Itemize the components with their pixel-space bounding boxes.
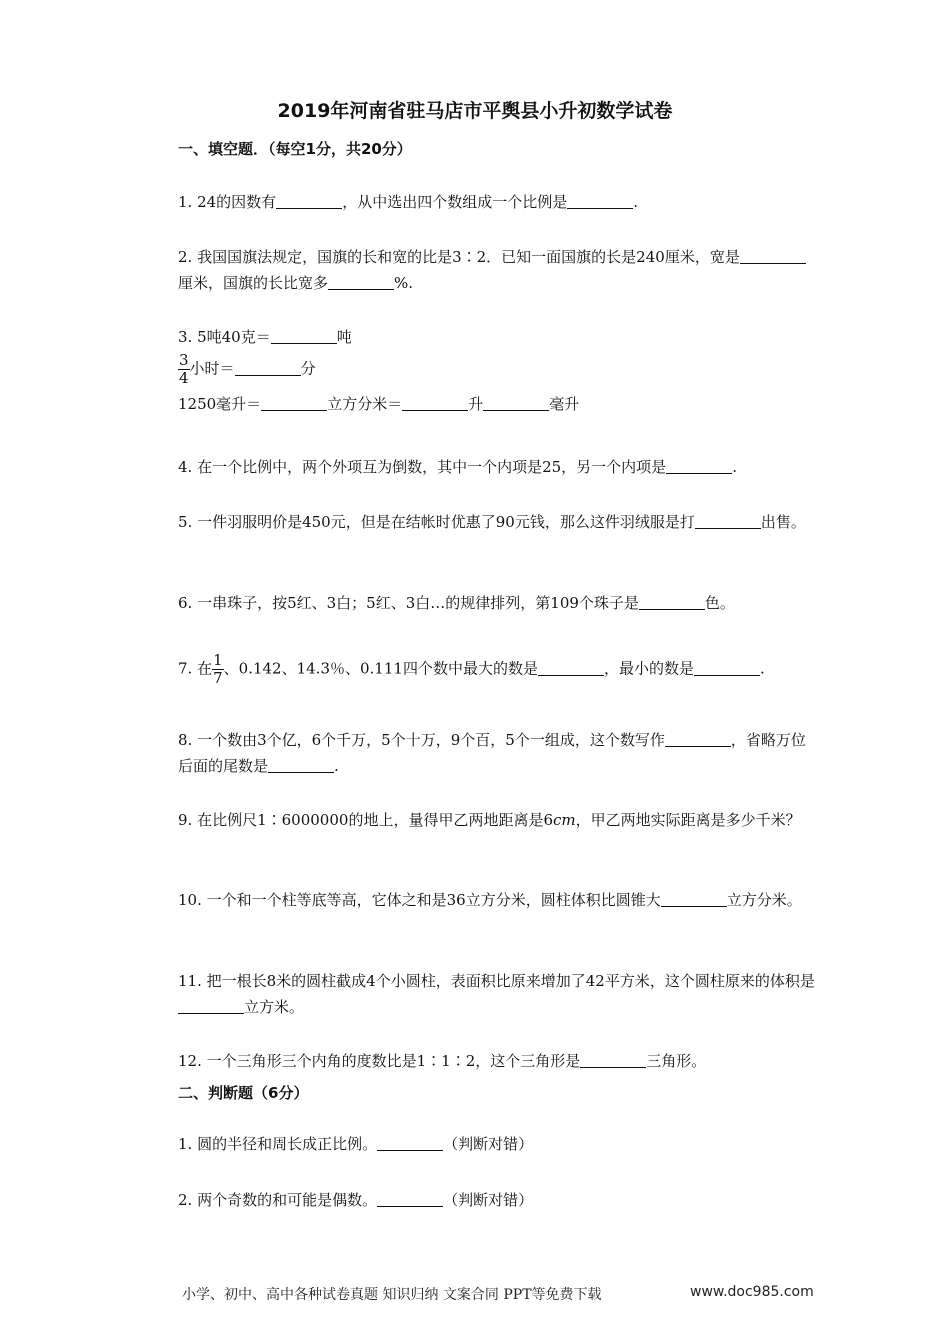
- question-3-line-2: [178, 352, 818, 387]
- question-text: 、0.142、14.3％、0.111四个数中最大的数是: [223, 659, 538, 678]
- question-text: ，甲乙两地实际距离是多少千米？: [575, 811, 801, 829]
- question-1: [178, 189, 818, 215]
- question-number: 3.: [178, 328, 193, 346]
- question-number: 2.: [178, 248, 193, 266]
- section-heading-true-false: 二、判断题（6分）: [178, 1084, 309, 1102]
- question-text: 吨: [336, 328, 352, 346]
- question-10: [178, 887, 818, 913]
- answer-blank: [694, 659, 760, 676]
- section-heading-fill-blank: 一、填空题．（每空1分，共20分）: [178, 140, 412, 158]
- question-4: [178, 454, 818, 480]
- answer-blank: [661, 890, 727, 907]
- answer-blank: [402, 394, 468, 411]
- answer-blank: [271, 327, 337, 344]
- answer-blank: [178, 997, 244, 1014]
- question-text: .: [633, 193, 638, 211]
- footer-url: www.doc985.com: [690, 1284, 814, 1300]
- question-2: [178, 244, 818, 296]
- question-9: [178, 807, 818, 833]
- answer-blank: [740, 247, 806, 264]
- question-11: [178, 968, 818, 1020]
- fraction-denominator: 4: [179, 369, 189, 387]
- question-text: 在比例尺1∶6000000的地上，量得甲乙两地距离是6: [197, 811, 553, 829]
- question-text: ，从中选出四个数组成一个比例是: [342, 193, 568, 211]
- question-7: [178, 652, 818, 687]
- answer-blank: [276, 192, 342, 209]
- question-5: [178, 509, 818, 535]
- answer-blank: [695, 512, 761, 529]
- answer-blank: [666, 457, 732, 474]
- question-text: 5吨40克＝: [197, 328, 271, 346]
- answer-blank: [328, 273, 394, 290]
- question-number: 9.: [178, 811, 193, 829]
- question-text: 1250毫升＝: [178, 395, 262, 413]
- answer-blank: [261, 394, 327, 411]
- question-text: ，省略万位后面的尾数是: [178, 731, 806, 775]
- question-text: 一件羽服明价是450元，但是在结帐时优惠了90元钱，那么这件羽绒服是打: [197, 513, 695, 531]
- question-text: 出售。: [760, 513, 806, 531]
- question-text: 在一个比例中，两个外项互为倒数，其中一个内项是25，另一个内项是: [197, 458, 667, 476]
- question-number: 4.: [178, 458, 193, 476]
- judge-question-1: [178, 1131, 818, 1157]
- question-number: 11.: [178, 972, 202, 990]
- question-text: 立方分米＝: [327, 395, 403, 413]
- answer-blank: [567, 192, 633, 209]
- question-text: 分: [300, 359, 316, 378]
- answer-blank: [483, 394, 549, 411]
- question-number: 8.: [178, 731, 193, 749]
- footer-text: 小学、初中、高中各种试卷真题 知识归纳 文案合同 PPT等免费下载: [182, 1287, 602, 1303]
- question-number: 1.: [178, 1135, 193, 1153]
- question-text: 一个数由3个亿，6个千万，5个十万，9个百，5个一组成，这个数写作: [197, 731, 665, 749]
- question-6: [178, 590, 818, 616]
- question-text: （判断对错）: [443, 1191, 534, 1209]
- question-text: 把一根长8米的圆柱截成4个小圆柱，表面积比原来增加了42平方米，这个圆柱原来的体积是: [206, 972, 815, 990]
- question-number: 10.: [178, 891, 202, 909]
- answer-blank: [639, 593, 705, 610]
- question-text: 一个和一个柱等底等高，它体之和是36立方分米，圆柱体积比圆锥大: [206, 891, 661, 909]
- question-text: 升: [468, 395, 484, 413]
- judge-question-2: [178, 1187, 818, 1213]
- question-text: %.: [394, 274, 414, 292]
- answer-blank: [538, 659, 604, 676]
- question-12: [178, 1048, 818, 1074]
- question-number: 7.: [178, 659, 193, 678]
- answer-blank: [268, 756, 334, 773]
- question-text: .: [759, 659, 765, 678]
- question-8: [178, 727, 818, 779]
- question-text: 一个三角形三个内角的度数比是1∶1∶2，这个三角形是: [206, 1052, 581, 1070]
- fraction-numerator: 1: [213, 651, 223, 669]
- question-number: 12.: [178, 1052, 202, 1070]
- question-text: 立方分米。: [726, 891, 802, 909]
- question-text: 色。: [704, 594, 735, 612]
- question-text: 24的因数有: [197, 193, 277, 211]
- question-3-line-3: [178, 391, 818, 417]
- question-text: 立方米。: [244, 998, 305, 1016]
- question-3-line-1: [178, 324, 818, 350]
- answer-blank: [377, 1190, 443, 1207]
- fraction-denominator: 7: [213, 669, 223, 687]
- question-text: （判断对错）: [443, 1135, 534, 1153]
- question-text: 一串珠子，按5红、3白；5红、3白…的规律排列，第109个珠子是: [197, 594, 639, 612]
- fraction: [178, 352, 190, 387]
- question-3: [178, 324, 818, 417]
- fraction: [212, 652, 224, 687]
- question-number: 1.: [178, 193, 193, 211]
- question-text: 三角形。: [646, 1052, 707, 1070]
- question-text: 厘米，国旗的长比宽多: [178, 274, 329, 292]
- question-text: 两个奇数的和可能是偶数。: [197, 1191, 378, 1209]
- question-text: .: [334, 757, 339, 775]
- question-text: 在: [197, 659, 213, 678]
- question-text: 小时＝: [189, 359, 235, 378]
- question-text: .: [732, 458, 737, 476]
- question-number: 5.: [178, 513, 193, 531]
- question-text: 我国国旗法规定，国旗的长和宽的比是3∶2．已知一面国旗的长是240厘米，宽是: [197, 248, 740, 266]
- exam-title: 2019年河南省驻马店市平舆县小升初数学试卷: [277, 100, 673, 122]
- question-number: 2.: [178, 1191, 193, 1209]
- answer-blank: [377, 1134, 443, 1151]
- answer-blank: [235, 359, 301, 376]
- question-text: 毫升: [549, 395, 580, 413]
- question-number: 6.: [178, 594, 193, 612]
- unit-cm: cm: [553, 811, 576, 829]
- question-text: 圆的半径和周长成正比例。: [197, 1135, 378, 1153]
- answer-blank: [665, 730, 731, 747]
- answer-blank: [580, 1051, 646, 1068]
- question-text: ，最小的数是: [603, 659, 694, 678]
- fraction-numerator: 3: [179, 351, 189, 369]
